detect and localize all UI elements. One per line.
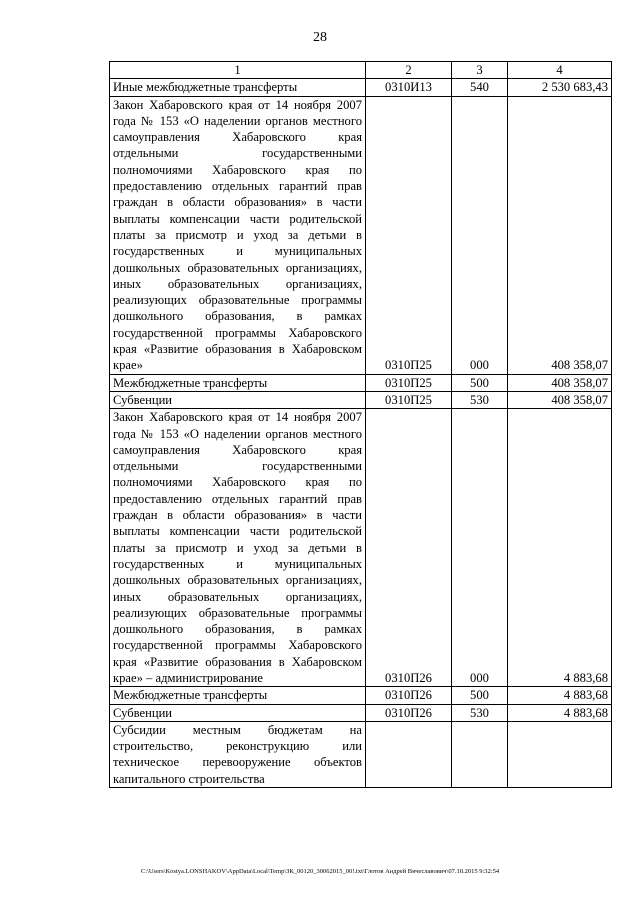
- row-kind: 000: [452, 96, 508, 374]
- row-amount: 4 883,68: [508, 409, 612, 687]
- row-amount: 4 883,68: [508, 687, 612, 704]
- header-cell-2: 2: [366, 62, 452, 79]
- table-row: [110, 374, 612, 391]
- table-row: [110, 391, 612, 408]
- row-code: 0310П25: [366, 391, 452, 408]
- row-code: 0310П25: [366, 96, 452, 374]
- row-name: Закон Хабаровского края от 14 ноября 2007 года № 153 «О наделении органов местного самоуправления Хабаровского края отдельными государственными полномочиями Хабаровского края по предоставлению отдельных гарантий прав граждан в области образования» в части выплаты компенсации части родительской платы за присмотр и уход за детьми в государственных и муниципальных дошкольных образовательных организациях, иных образовательных организациях, реализующих образовательные программы дошкольного образования, в рамках государственной программы Хабаровского края «Развитие образования в Хабаровском крае»: [110, 96, 366, 374]
- row-kind: 530: [452, 391, 508, 408]
- row-kind: [452, 721, 508, 787]
- row-amount: 408 358,07: [508, 391, 612, 408]
- table-header-row: [110, 62, 612, 79]
- row-amount: [508, 721, 612, 787]
- row-name: Субвенции: [110, 391, 366, 408]
- row-amount: 4 883,68: [508, 704, 612, 721]
- table-row: [110, 687, 612, 704]
- row-kind: 500: [452, 687, 508, 704]
- row-kind: 500: [452, 374, 508, 391]
- header-cell-1: 1: [110, 62, 366, 79]
- row-name: Межбюджетные трансферты: [110, 374, 366, 391]
- row-code: 0310П25: [366, 374, 452, 391]
- table-row: [110, 409, 612, 687]
- row-code: 0310П26: [366, 687, 452, 704]
- row-kind: 540: [452, 79, 508, 96]
- row-amount: 2 530 683,43: [508, 79, 612, 96]
- row-kind: 530: [452, 704, 508, 721]
- row-kind: 000: [452, 409, 508, 687]
- header-cell-3: 3: [452, 62, 508, 79]
- row-name: Субсидии местным бюджетам на строительство, реконструкцию или техническое перевооружение объектов капитального строительства: [110, 721, 366, 787]
- row-code: 0310П26: [366, 409, 452, 687]
- row-code: 0310И13: [366, 79, 452, 96]
- table-row: [110, 721, 612, 787]
- row-name: Межбюджетные трансферты: [110, 687, 366, 704]
- row-amount: 408 358,07: [508, 374, 612, 391]
- row-code: [366, 721, 452, 787]
- file-path-footer: C:\Users\Kostya.LONSHAKOV\AppData\Local\Temp\ЗК_00120_30062015_00!.txt\Глотов Андрей Вячеславович\07.10.2015 9:32:54: [140, 868, 500, 875]
- row-name: Иные межбюджетные трансферты: [110, 79, 366, 96]
- row-amount: 408 358,07: [508, 96, 612, 374]
- table-row: [110, 704, 612, 721]
- table-row: [110, 96, 612, 374]
- page-number: 28: [313, 30, 327, 45]
- row-name: Субвенции: [110, 704, 366, 721]
- row-code: 0310П26: [366, 704, 452, 721]
- header-cell-4: 4: [508, 62, 612, 79]
- budget-table: [109, 61, 612, 788]
- table-row: [110, 79, 612, 96]
- row-name: Закон Хабаровского края от 14 ноября 2007 года № 153 «О наделении органов местного самоуправления Хабаровского края отдельными государственными полномочиями Хабаровского края по предоставлению отдельных гарантий прав граждан в области образования» в части выплаты компенсации части родительской платы за присмотр и уход за детьми в государственных и муниципальных дошкольных образовательных организациях, иных образовательных организациях, реализующих образовательные программы дошкольного образования, в рамках государственной программы Хабаровского края «Развитие образования в Хабаровском крае» – администрирование: [110, 409, 366, 687]
